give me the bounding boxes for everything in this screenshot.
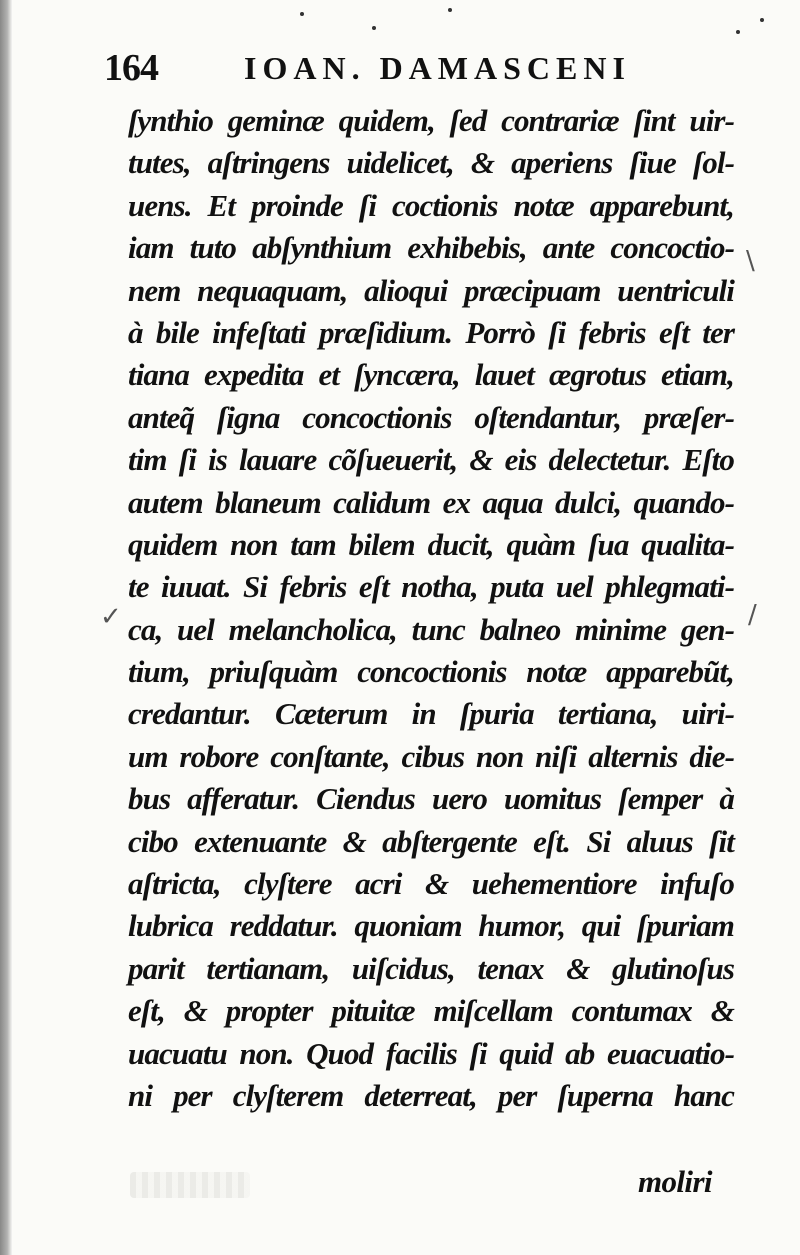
- ink-speck: [760, 18, 764, 22]
- text-line: nem nequaquam, alioqui præcipuam uentriculi: [128, 272, 734, 308]
- text-line: uacuatu non. Quod facilis ſi quid ab euacuatio-: [128, 1035, 734, 1071]
- catchword: moliri: [638, 1164, 712, 1199]
- text-line: te iuuat. Si febris eſt notha, puta uel phlegmati-: [128, 569, 734, 605]
- margin-stroke-mark: /: [748, 600, 757, 630]
- text-line: cibo extenuante & abſtergente eſt. Si aluus ſit: [128, 823, 734, 859]
- text-line: tutes, aſtringens uidelicet, & aperiens ſiue ſol-: [128, 145, 734, 181]
- ink-speck: [300, 12, 304, 16]
- text-line: parit tertianam, uiſcidus, tenax & glutinoſus: [128, 950, 734, 986]
- text-line: uens. Et proinde ſi coctionis notæ apparebunt,: [128, 187, 734, 223]
- text-line: quidem non tam bilem ducit, quàm ſua qualita-: [128, 526, 734, 562]
- text-line: tim ſi is lauare cõſueuerit, & eis delectetur. Eſto: [128, 442, 734, 478]
- text-line: tiana expedita et ſyncæra, lauet ægrotus etiam,: [128, 357, 734, 393]
- text-line: eſt, & propter pituitæ miſcellam contumax &: [128, 993, 734, 1029]
- ink-speck: [372, 26, 376, 30]
- margin-check-mark: ✓: [100, 602, 122, 632]
- text-line: anteq̃ ſigna concoctionis oſtendantur, præſer-: [128, 399, 734, 435]
- text-line: ni per clyſterem deterreat, per ſuperna hanc: [128, 1077, 734, 1113]
- text-line: à bile infeſtati præſidium. Porrò ſi febris eſt ter: [128, 314, 734, 350]
- text-line: um robore conſtante, cibus non niſi alternis die-: [128, 738, 734, 774]
- show-through-ink: [130, 1172, 250, 1198]
- ink-speck: [736, 30, 740, 34]
- text-line: ca, uel melancholica, tunc balneo minime gen-: [128, 611, 734, 647]
- page-gutter-shadow: [0, 0, 12, 1255]
- page-header: [104, 46, 684, 94]
- text-line: tium, priuſquàm concoctionis notæ apparebũt,: [128, 654, 734, 690]
- text-line: ſynthio geminæ quidem, ſed contrariæ ſint uir-: [128, 103, 734, 138]
- text-line: aſtricta, clyſtere acri & uehementiore infuſo: [128, 866, 734, 902]
- margin-stroke-mark: \: [746, 246, 755, 276]
- ink-speck: [448, 8, 452, 12]
- text-line: iam tuto abſynthium exhibebis, ante concoctio-: [128, 230, 734, 266]
- body-text: [128, 100, 734, 1117]
- running-title: IOAN. DAMASCENI: [244, 50, 631, 86]
- page-number: 164: [104, 47, 158, 89]
- text-line: lubrica reddatur. quoniam humor, qui ſpuriam: [128, 908, 734, 944]
- text-line: autem blaneum calidum ex aqua dulci, quando-: [128, 484, 734, 520]
- text-line: bus afferatur. Ciendus uero uomitus ſemper à: [128, 781, 734, 817]
- text-line: credantur. Cæterum in ſpuria tertiana, uiri-: [128, 696, 734, 732]
